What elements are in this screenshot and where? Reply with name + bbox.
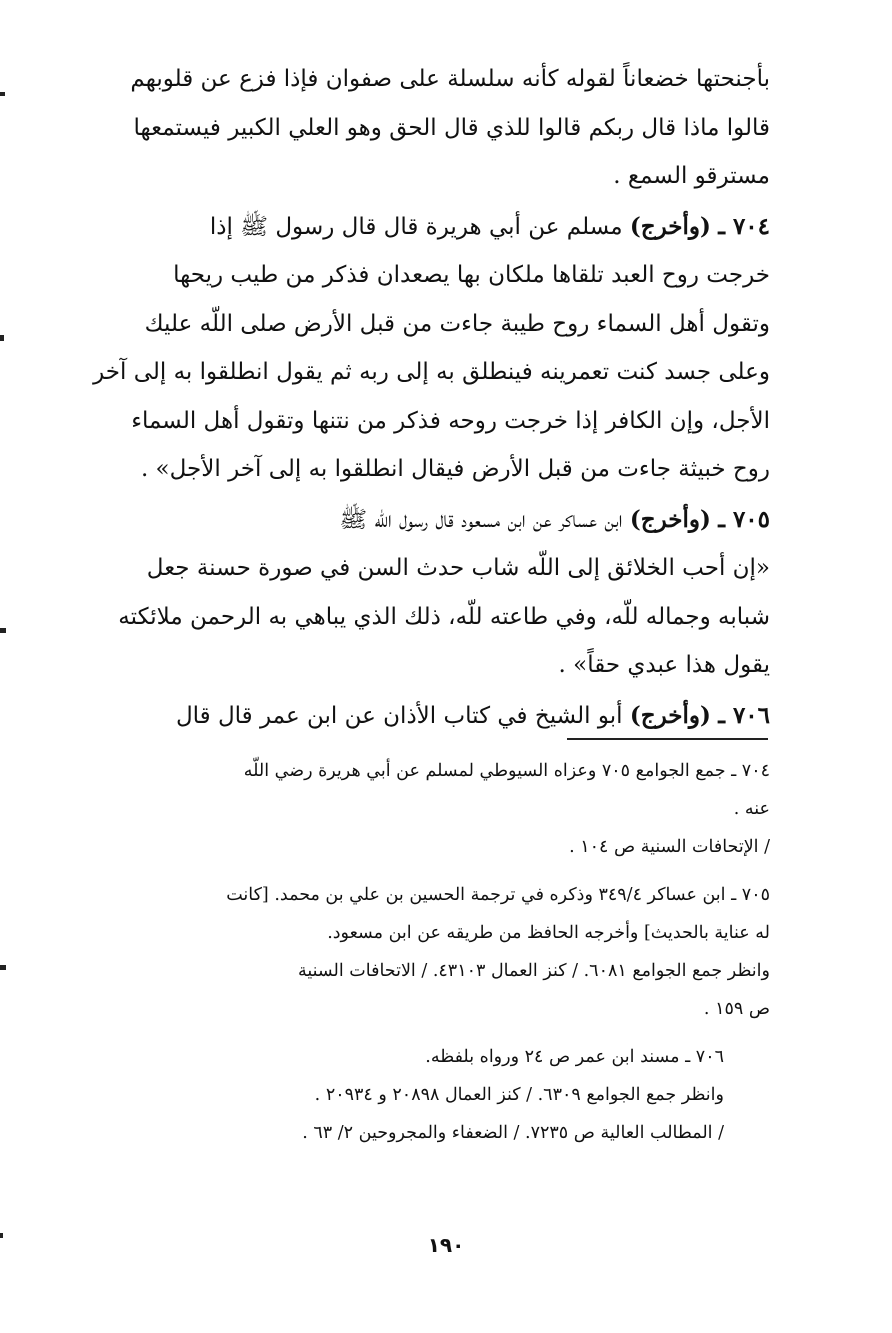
- footnotes: [92, 752, 770, 1152]
- footnote-706: [92, 1038, 724, 1152]
- text-line: «إن أحب الخلائق إلى اللّه شاب حدث السن في صورة حسنة جعل: [146, 555, 770, 581]
- footnote-line: / المطالب العالية ص ٧٢٣٥. / الضعفاء والمجروحين ٢/ ٦٣ .: [302, 1123, 724, 1143]
- scan-margin-mark: [0, 1233, 3, 1238]
- footnote-separator: [567, 738, 768, 740]
- hadith-704: [92, 203, 770, 494]
- hadith-number: ٧٠٤ ـ: [718, 212, 770, 240]
- hadith-keyword: (وأخرج): [629, 505, 711, 533]
- footnote-line: / الإتحافات السنية ص ١٠٤ .: [569, 837, 770, 857]
- footnote-line: ٧٠٦ ـ مسند ابن عمر ص ٢٤ ورواه بلفظه.: [425, 1047, 724, 1067]
- text-line: وعلى جسد كنت تعمرينه فينطلق به إلى ربه ثم يقول انطلقوا به إلى آخر: [93, 359, 770, 385]
- hadith-number: ٧٠٦ ـ: [718, 701, 770, 729]
- text-line: وتقول أهل السماء روح طيبة جاءت من قبل الأرض صلى اللّه عليك: [144, 310, 770, 337]
- text-line: شبابه وجماله للّه، وفي طاعته للّه، ذلك الذي يباهي به الرحمن ملائكته: [118, 603, 770, 630]
- footnote-line: وانظر جمع الجوامع ٦٠٨١. / كنز العمال ٤٣١٠٣. / الاتحافات السنية: [297, 961, 770, 981]
- footnote-line: ٧٠٤ ـ جمع الجوامع ٧٠٥ وعزاه السيوطي لمسلم عن أبي هريرة رضي اللّه: [243, 761, 770, 781]
- page-number: ١٩٠: [427, 1233, 465, 1257]
- hadith-keyword: (وأخرج): [629, 701, 711, 729]
- text-line: بأجنحتها خضعاناً لقوله كأنه سلسلة على صفوان فإذا فزع عن قلوبهم: [130, 66, 770, 92]
- footnote-line: وانظر جمع الجوامع ٦٣٠٩. / كنز العمال ٢٠٨٩٨ و ٢٠٩٣٤ .: [314, 1085, 724, 1105]
- text-line: خرجت روح العبد تلقاها ملكان بها يصعدان فذكر من طيب ريحها: [173, 262, 770, 288]
- text-line: مسترقو السمع .: [613, 163, 770, 189]
- text-line: مسلم عن أبي هريرة قال قال رسول ﷺ إذا: [209, 213, 623, 240]
- hadith-706: [92, 692, 770, 741]
- text-line: روح خبيثة جاءت من قبل الأرض فيقال انطلقوا به إلى آخر الأجل» .: [140, 456, 770, 482]
- footnote-line: ص ١٥٩ .: [703, 999, 770, 1019]
- text-line: يقول هذا عبدي حقاً» .: [558, 652, 770, 678]
- scan-margin-mark: [0, 335, 4, 341]
- text-line: أبو الشيخ في كتاب الأذان عن ابن عمر قال قال: [175, 702, 623, 729]
- footnote-line: عنه .: [733, 799, 770, 819]
- footnote-705: [92, 876, 770, 1028]
- text-line: ابن عساكر عن ابن مسعود قال رسول اللّه ﷺ: [339, 506, 623, 533]
- hadith-705: [92, 496, 770, 690]
- footnote-line: له عناية بالحديث] وأخرجه الحافظ من طريقه عن ابن مسعود.: [327, 923, 770, 943]
- text-line: الأجل، وإن الكافر إذا خرجت روحه فذكر من نتنها وتقول أهل السماء: [131, 407, 770, 434]
- scan-margin-mark: [0, 628, 6, 633]
- main-text: [92, 55, 770, 740]
- scan-margin-mark: [0, 92, 5, 96]
- text-line: قالوا ماذا قال ربكم قالوا للذي قال الحق وهو العلي الكبير فيستمعها: [133, 114, 770, 141]
- footnote-line: ٧٠٥ ـ ابن عساكر ٣٤٩/٤ وذكره في ترجمة الحسين بن علي بن محمد. [كانت: [226, 885, 770, 905]
- scan-margin-mark: [0, 965, 6, 970]
- hadith-number: ٧٠٥ ـ: [718, 505, 770, 533]
- hadith-keyword: (وأخرج): [629, 212, 711, 240]
- footnote-704: [92, 752, 770, 866]
- paragraph-continuation: [92, 55, 770, 201]
